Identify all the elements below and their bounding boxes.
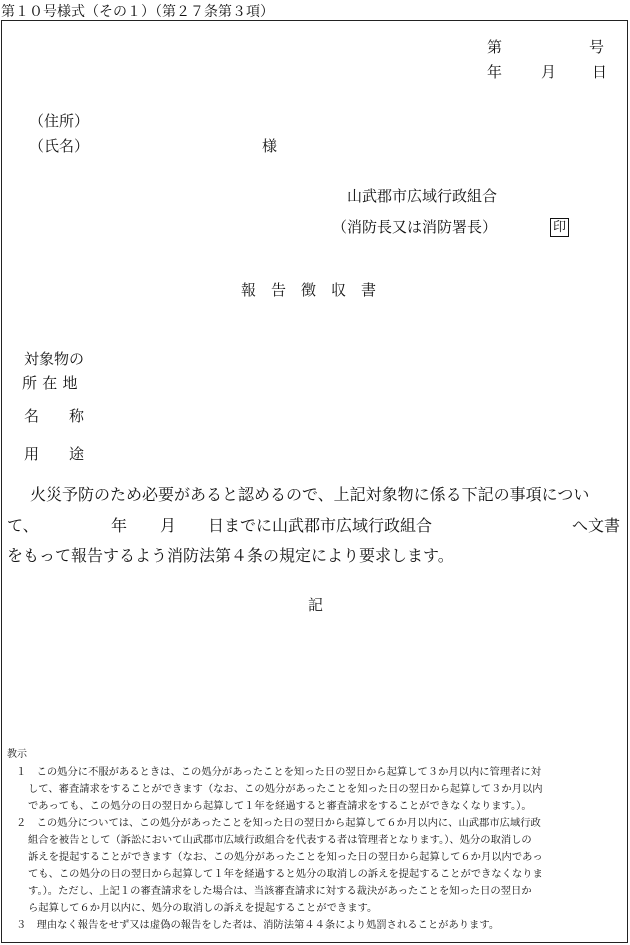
note-3-line-1: ３ 理由なく報告をせず又は虚偽の報告をした者は、消防法第４４条により処罰されることがあります。 [16, 919, 500, 931]
target-use-label: 用途 [24, 445, 115, 463]
note-1-line-1: １ この処分に不服があるときは、この処分があったことを知った日の翌日から起算して３か月以内に管理者に対 [16, 766, 542, 778]
name-label: （氏名） [29, 137, 90, 155]
target-label-line1: 対象物の [24, 350, 85, 368]
note-1-line-3: であっても、この処分の日の翌日から起算して１年を経過すると審査請求をすることができなくなります。）。 [28, 800, 532, 812]
address-label: （住所） [29, 112, 90, 130]
seal-mark [550, 216, 569, 237]
note-2-line-5: す。）。ただし、上記１の審査請求をした場合は、当該審査請求に対する裁決があったことを知った日の翌日か [28, 885, 532, 897]
note-1-line-2: して、審査請求をすることができます（なお、この処分があったことを知った日の翌日から起算して３か月以内 [28, 783, 543, 795]
number-prefix: 第 [487, 38, 503, 56]
date-month: 月 [541, 63, 557, 81]
body-line-2-month: 月 [160, 516, 177, 535]
note-2-line-1: ２ この処分については、この処分があったことを知った日の翌日から起算して６か月以内に、山武郡市広域行政 [16, 817, 541, 829]
note-2-line-2: 組合を被告として（訴訟において山武郡市広域行政組合を代表する者は管理者となります。）、処分の取消しの [28, 834, 532, 846]
seal-text: 印 [550, 218, 569, 237]
ki-heading: 記 [308, 596, 324, 614]
issuer-organization: 山武郡市広域行政組合 [347, 187, 498, 205]
date-day: 日 [592, 63, 608, 81]
body-line-2-year: 年 [111, 516, 128, 535]
note-2-line-3: 訴えを提起することができます（なお、この処分があったことを知った日の翌日から起算して６か月以内であっ [28, 851, 543, 863]
honorific-sama: 様 [262, 137, 278, 155]
body-line-3: をもって報告するよう消防法第４条の規定により要求します。 [7, 546, 454, 565]
form-header: 第１０号様式（その１）（第２７条第３項） [1, 4, 274, 20]
body-line-1: 火災予防のため必要があると認めるので、上記対象物に係る下記の事項につい [30, 485, 590, 504]
note-2-line-6: ら起算して６か月以内に、処分の取消しの訴えを提起することができます。 [28, 902, 378, 914]
body-line-2-middle: 日までに山武郡市広域行政組合 [208, 516, 433, 535]
target-location-label: 所在地 [22, 374, 83, 392]
number-suffix: 号 [589, 38, 605, 56]
date-year: 年 [487, 63, 503, 81]
target-name-label: 名称 [24, 407, 115, 425]
issuer-title: （消防長又は消防署長） [332, 218, 498, 236]
body-line-2-start: て、 [7, 516, 39, 535]
note-2-line-4: ても、この処分の日の翌日から起算して１年を経過すると処分の取消しの訴えを提起することができなくなりま [28, 868, 543, 880]
document-title: 報告徴収書 [241, 281, 392, 299]
notes-heading: 教示 [7, 749, 27, 760]
body-line-2-end: へ文書 [572, 516, 621, 535]
